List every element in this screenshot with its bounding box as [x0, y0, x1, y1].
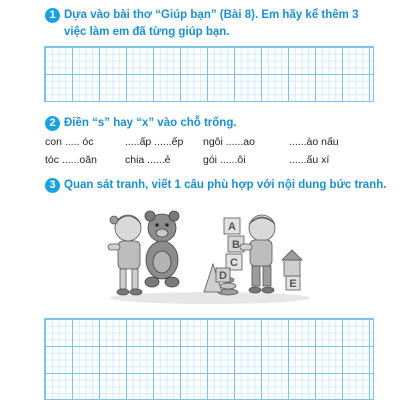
fill-in-item[interactable]: chia ......ẻ: [125, 154, 171, 166]
fill-in-row-2: [45, 154, 375, 168]
toy-house-block: [282, 250, 302, 276]
fill-in-item[interactable]: .....ấp ......ếp: [125, 136, 184, 148]
question-3-text: Quan sát tranh, viết 1 câu phù hợp với nội dung bức tranh.: [64, 179, 387, 191]
question-1-text-line1: Dựa vào bài thơ “Giúp bạn” (Bài 8). Em hãy kể thêm 3: [64, 9, 359, 21]
question-1-number: 1: [45, 8, 60, 23]
fill-in-item[interactable]: ......ấu xí: [289, 154, 330, 166]
teddy-bear: [145, 211, 179, 287]
fill-in-item[interactable]: ngôi ......ao: [203, 136, 255, 148]
answer-grid-3[interactable]: [44, 318, 374, 400]
block-letter: D: [219, 270, 227, 282]
block-letter: A: [228, 221, 236, 233]
boy-figure: [240, 215, 275, 293]
block-letter: E: [289, 278, 297, 290]
question-2-number: 2: [45, 116, 60, 131]
fill-in-item[interactable]: gói ......ôi: [203, 154, 246, 166]
fill-in-item[interactable]: tóc ......oăn: [45, 154, 97, 166]
fill-in-item[interactable]: con ..... óc: [45, 136, 94, 148]
block-letter: B: [232, 239, 240, 251]
illustration-children-playing: [100, 206, 315, 306]
fill-in-item[interactable]: ......ào nấu: [289, 136, 339, 148]
fill-in-row-1: [45, 136, 375, 150]
block-letter: C: [230, 257, 238, 269]
question-2-text: Điền “s” hay “x” vào chỗ trống.: [64, 117, 237, 129]
question-1-text-line2: việc làm em đã từng giúp bạn.: [64, 26, 230, 38]
answer-grid-1[interactable]: [44, 46, 374, 102]
girl-figure: [108, 215, 142, 295]
question-3-number: 3: [45, 178, 60, 193]
